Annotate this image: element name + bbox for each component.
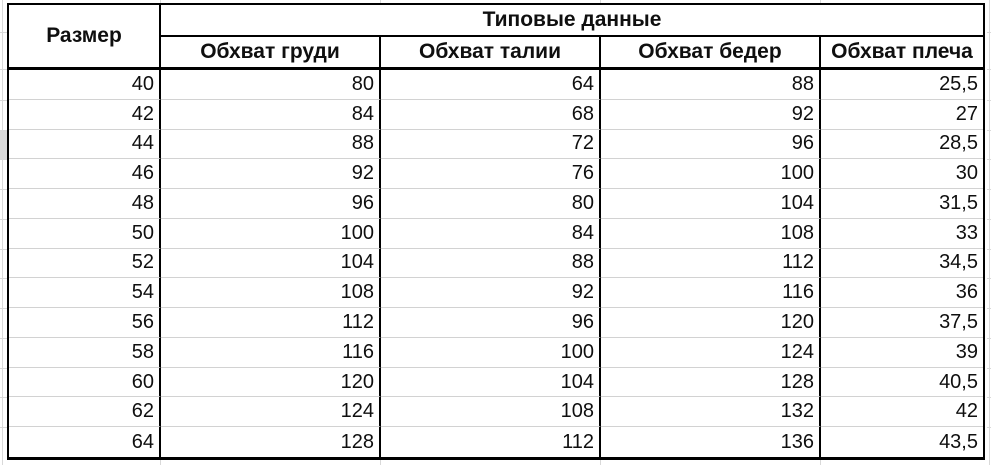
cell-shoulder[interactable]: 31,5 bbox=[821, 189, 983, 219]
cell-waist[interactable]: 112 bbox=[381, 427, 601, 457]
cell-size[interactable]: 42 bbox=[9, 100, 161, 130]
cell-waist[interactable]: 88 bbox=[381, 249, 601, 279]
header-cell-waist[interactable]: Обхват талии bbox=[381, 37, 601, 70]
cell-waist[interactable]: 92 bbox=[381, 278, 601, 308]
cell-size[interactable]: 54 bbox=[9, 278, 161, 308]
header-cell-chest[interactable]: Обхват груди bbox=[161, 37, 381, 70]
header-cell-size[interactable]: Размер bbox=[9, 5, 161, 70]
cell-hips[interactable]: 136 bbox=[601, 427, 821, 457]
cell-chest[interactable]: 96 bbox=[161, 189, 381, 219]
cell-size[interactable]: 58 bbox=[9, 338, 161, 368]
gridline bbox=[600, 460, 601, 465]
cell-size[interactable]: 48 bbox=[9, 189, 161, 219]
cell-size[interactable]: 50 bbox=[9, 219, 161, 249]
cell-hips[interactable]: 100 bbox=[601, 159, 821, 189]
cell-waist[interactable]: 108 bbox=[381, 397, 601, 427]
gridline bbox=[380, 460, 381, 465]
cell-waist[interactable]: 100 bbox=[381, 338, 601, 368]
header-cell-hips[interactable]: Обхват бедер bbox=[601, 37, 821, 70]
cell-chest[interactable]: 84 bbox=[161, 100, 381, 130]
cell-size[interactable]: 56 bbox=[9, 308, 161, 338]
cell-waist[interactable]: 72 bbox=[381, 130, 601, 160]
gridline bbox=[820, 460, 821, 465]
gridline bbox=[820, 0, 821, 3]
cell-chest[interactable]: 112 bbox=[161, 308, 381, 338]
cell-chest[interactable]: 104 bbox=[161, 249, 381, 279]
cell-waist[interactable]: 68 bbox=[381, 100, 601, 130]
cell-shoulder[interactable]: 39 bbox=[821, 338, 983, 368]
cell-shoulder[interactable]: 40,5 bbox=[821, 368, 983, 398]
cell-size[interactable]: 40 bbox=[9, 70, 161, 100]
cell-size[interactable]: 64 bbox=[9, 427, 161, 457]
cell-shoulder[interactable]: 25,5 bbox=[821, 70, 983, 100]
cell-chest[interactable]: 92 bbox=[161, 159, 381, 189]
cell-hips[interactable]: 88 bbox=[601, 70, 821, 100]
cell-shoulder[interactable]: 42 bbox=[821, 397, 983, 427]
cell-shoulder[interactable]: 34,5 bbox=[821, 249, 983, 279]
cell-hips[interactable]: 96 bbox=[601, 130, 821, 160]
cell-chest[interactable]: 116 bbox=[161, 338, 381, 368]
cell-shoulder[interactable]: 27 bbox=[821, 100, 983, 130]
cell-chest[interactable]: 100 bbox=[161, 219, 381, 249]
header-cell-group[interactable]: Типовые данные bbox=[161, 5, 983, 37]
cell-hips[interactable]: 104 bbox=[601, 189, 821, 219]
cell-hips[interactable]: 108 bbox=[601, 219, 821, 249]
gridline bbox=[160, 0, 161, 3]
gridline bbox=[160, 460, 161, 465]
cell-size[interactable]: 44 bbox=[9, 130, 161, 160]
cell-waist[interactable]: 84 bbox=[381, 219, 601, 249]
cell-waist[interactable]: 80 bbox=[381, 189, 601, 219]
size-chart-table bbox=[7, 3, 985, 460]
header-cell-shoulder[interactable]: Обхват плеча bbox=[821, 37, 983, 70]
cell-shoulder[interactable]: 30 bbox=[821, 159, 983, 189]
cell-chest[interactable]: 128 bbox=[161, 427, 381, 457]
cell-hips[interactable]: 120 bbox=[601, 308, 821, 338]
cell-waist[interactable]: 76 bbox=[381, 159, 601, 189]
cell-size[interactable]: 46 bbox=[9, 159, 161, 189]
cell-waist[interactable]: 104 bbox=[381, 368, 601, 398]
cell-hips[interactable]: 92 bbox=[601, 100, 821, 130]
cell-waist[interactable]: 96 bbox=[381, 308, 601, 338]
gridline bbox=[600, 0, 601, 3]
cell-shoulder[interactable]: 28,5 bbox=[821, 130, 983, 160]
cell-size[interactable]: 62 bbox=[9, 397, 161, 427]
cell-chest[interactable]: 124 bbox=[161, 397, 381, 427]
cell-shoulder[interactable]: 37,5 bbox=[821, 308, 983, 338]
cell-chest[interactable]: 80 bbox=[161, 70, 381, 100]
cell-hips[interactable]: 128 bbox=[601, 368, 821, 398]
gridline bbox=[380, 0, 381, 3]
cell-hips[interactable]: 112 bbox=[601, 249, 821, 279]
gridline bbox=[989, 0, 990, 465]
cell-chest[interactable]: 88 bbox=[161, 130, 381, 160]
cell-hips[interactable]: 132 bbox=[601, 397, 821, 427]
cell-shoulder[interactable]: 36 bbox=[821, 278, 983, 308]
cell-chest[interactable]: 120 bbox=[161, 368, 381, 398]
gridline bbox=[2, 0, 3, 465]
cell-hips[interactable]: 116 bbox=[601, 278, 821, 308]
cell-chest[interactable]: 108 bbox=[161, 278, 381, 308]
cell-size[interactable]: 60 bbox=[9, 368, 161, 398]
cell-shoulder[interactable]: 33 bbox=[821, 219, 983, 249]
cell-size[interactable]: 52 bbox=[9, 249, 161, 279]
cell-waist[interactable]: 64 bbox=[381, 70, 601, 100]
cell-shoulder[interactable]: 43,5 bbox=[939, 430, 978, 453]
cell-hips[interactable]: 124 bbox=[601, 338, 821, 368]
